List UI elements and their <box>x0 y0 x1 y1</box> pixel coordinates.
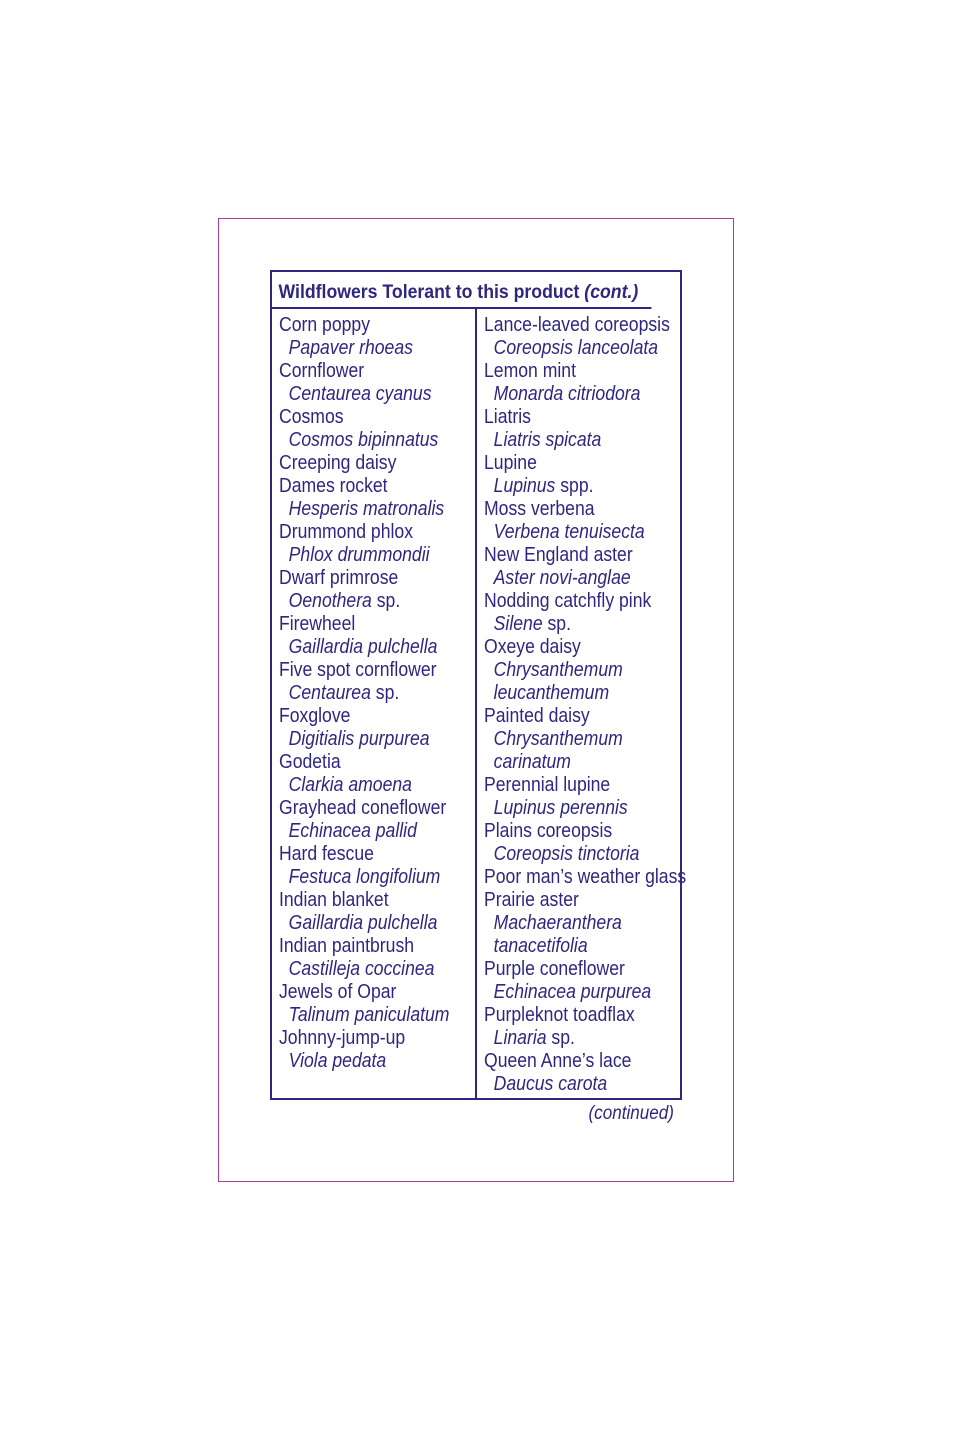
common-name <box>279 797 450 820</box>
common-name <box>484 820 656 843</box>
entry-text: Godetia <box>279 751 341 773</box>
scientific-name <box>279 1050 450 1073</box>
entry-text: tanacetifolia <box>493 935 588 957</box>
common-name <box>484 866 687 889</box>
entry-text: Dwarf primrose <box>279 567 399 589</box>
entry-text: Digitialis purpurea <box>288 728 430 750</box>
entry-text: Purpleknot toadflax <box>484 1004 635 1026</box>
entry-text: carinatum <box>493 751 571 773</box>
entry-text: Grayhead coneflower <box>279 797 447 819</box>
entry-text: Poor man’s weather glass <box>484 866 687 888</box>
table-body <box>272 309 687 1098</box>
entry-text: Cornflower <box>279 360 365 382</box>
scientific-name <box>279 912 450 935</box>
scientific-name <box>279 820 450 843</box>
entry-text: Hard fescue <box>279 843 374 865</box>
entry-text: Corn poppy <box>279 314 370 336</box>
entry-text: Painted daisy <box>484 705 590 727</box>
common-name <box>484 498 656 521</box>
common-name <box>279 360 450 383</box>
common-name <box>279 705 450 728</box>
common-name <box>279 751 450 774</box>
entry-text: Moss verbena <box>484 498 595 520</box>
common-name <box>279 1027 450 1050</box>
scientific-name <box>484 797 656 820</box>
entry-text: New England aster <box>484 544 633 566</box>
rank-suffix: spp. <box>555 475 594 497</box>
scientific-name <box>484 613 656 636</box>
entry-text: Perennial lupine <box>484 774 611 796</box>
entry-text: Talinum paniculatum <box>288 1004 450 1026</box>
common-name <box>279 475 450 498</box>
common-name <box>484 636 656 659</box>
entry-text: Indian blanket <box>279 889 389 911</box>
entry-text: Chrysanthemum <box>493 728 623 750</box>
entry-text: Five spot cornflower <box>279 659 437 681</box>
entry-text: Gaillardia pulchella <box>288 912 438 934</box>
common-name <box>484 360 656 383</box>
scientific-name <box>484 337 659 360</box>
common-name <box>279 843 450 866</box>
rank-suffix: sp. <box>370 682 400 704</box>
common-name <box>279 452 450 475</box>
column-divider <box>475 309 477 1098</box>
entry-text: Hesperis matronalis <box>288 498 445 520</box>
entry-text: Nodding catchfly pink <box>484 590 652 612</box>
common-name <box>484 889 656 912</box>
entry-text: Indian paintbrush <box>279 935 415 957</box>
entry-text: Chrysanthemum <box>493 659 623 681</box>
entry-text: Firewheel <box>279 613 356 635</box>
table-title: Wildflowers Tolerant to this product <box>278 282 585 303</box>
common-name <box>484 452 656 475</box>
entry-text: Lupinus <box>493 475 556 497</box>
entry-text: Centaurea <box>288 682 371 704</box>
scientific-name <box>279 866 450 889</box>
entry-text: Papaver rhoeas <box>288 337 413 359</box>
scientific-name <box>484 1073 656 1096</box>
continued-note: (continued) <box>588 1103 674 1124</box>
entry-text: Centaurea cyanus <box>288 383 432 405</box>
entry-text: Lemon mint <box>484 360 576 382</box>
common-name <box>279 981 450 1004</box>
common-name <box>279 613 450 636</box>
entry-text: Lupinus perennis <box>493 797 628 819</box>
entry-text: Echinacea pallid <box>288 820 417 842</box>
entry-text: Linaria <box>493 1027 547 1049</box>
entry-text: Jewels of Opar <box>279 981 397 1003</box>
scientific-name <box>484 383 656 406</box>
scientific-name <box>484 682 656 705</box>
scientific-name <box>279 544 450 567</box>
entry-text: Cosmos bipinnatus <box>288 429 439 451</box>
table-header <box>272 272 651 309</box>
scientific-name <box>484 475 656 498</box>
entry-text: Dames rocket <box>279 475 388 497</box>
scientific-name <box>279 636 450 659</box>
entry-text: Creeping daisy <box>279 452 397 474</box>
entry-text: Phlox drummondii <box>288 544 430 566</box>
right-column <box>484 314 687 1096</box>
common-name <box>484 1050 656 1073</box>
entry-text: Verbena tenuisecta <box>493 521 645 543</box>
entry-text: Prairie aster <box>484 889 579 911</box>
scientific-name <box>484 912 656 935</box>
common-name <box>484 705 656 728</box>
entry-text: Aster novi-anglae <box>493 567 631 589</box>
common-name <box>484 1004 656 1027</box>
common-name <box>484 958 656 981</box>
scientific-name <box>279 1004 450 1027</box>
entry-text: Festuca longifolium <box>288 866 441 888</box>
common-name <box>484 590 656 613</box>
rank-suffix: sp. <box>546 1027 575 1049</box>
common-name <box>279 406 450 429</box>
common-name <box>279 521 450 544</box>
table-title-cont: (cont.) <box>584 282 639 303</box>
entry-text: Clarkia amoena <box>288 774 412 796</box>
common-name <box>484 314 670 337</box>
entry-text: Plains coreopsis <box>484 820 613 842</box>
entry-text: Liatris spicata <box>493 429 602 451</box>
entry-text: Johnny-jump-up <box>279 1027 406 1049</box>
common-name <box>279 314 450 337</box>
scientific-name <box>279 337 450 360</box>
entry-text: Queen Anne’s lace <box>484 1050 632 1072</box>
entry-text: Lupine <box>484 452 537 474</box>
entry-text: Foxglove <box>279 705 351 727</box>
scientific-name <box>484 935 656 958</box>
scientific-name <box>484 981 656 1004</box>
entry-text: Castilleja coccinea <box>288 958 435 980</box>
scientific-name <box>484 751 656 774</box>
wildflower-table <box>270 270 687 1100</box>
entry-text: Purple coneflower <box>484 958 625 980</box>
entry-text: leucanthemum <box>493 682 610 704</box>
entry-text: Drummond phlox <box>279 521 414 543</box>
rank-suffix: sp. <box>371 590 401 612</box>
scientific-name <box>484 521 656 544</box>
entry-text: Viola pedata <box>288 1050 387 1072</box>
entry-text: Silene <box>493 613 543 635</box>
scientific-name <box>279 383 450 406</box>
entry-text: Oenothera <box>288 590 372 612</box>
entry-text: Gaillardia pulchella <box>288 636 438 658</box>
entry-text: Coreopsis lanceolata <box>493 337 659 359</box>
entry-text: Daucus carota <box>493 1073 608 1095</box>
common-name <box>484 544 656 567</box>
scientific-name <box>279 774 450 797</box>
entry-text: Liatris <box>484 406 531 428</box>
scientific-name <box>279 590 450 613</box>
common-name <box>279 889 450 912</box>
entry-text: Echinacea purpurea <box>493 981 652 1003</box>
common-name <box>279 935 450 958</box>
common-name <box>484 406 656 429</box>
common-name <box>279 567 450 590</box>
rank-suffix: sp. <box>542 613 571 635</box>
scientific-name <box>279 958 450 981</box>
entry-text: Lance-leaved coreopsis <box>484 314 670 336</box>
entry-text: Oxeye daisy <box>484 636 581 658</box>
entry-text: Machaeranthera <box>493 912 622 934</box>
scientific-name <box>484 1027 656 1050</box>
scientific-name <box>484 429 656 452</box>
scientific-name <box>484 659 656 682</box>
entry-text: Coreopsis tinctoria <box>493 843 640 865</box>
left-column <box>279 314 473 1073</box>
common-name <box>484 774 656 797</box>
scientific-name <box>484 728 656 751</box>
entry-text: Cosmos <box>279 406 344 428</box>
scientific-name <box>484 843 656 866</box>
scientific-name <box>279 498 450 521</box>
entry-text: Monarda citriodora <box>493 383 641 405</box>
scientific-name <box>279 682 450 705</box>
scientific-name <box>484 567 656 590</box>
scientific-name <box>279 728 450 751</box>
scientific-name <box>279 429 450 452</box>
common-name <box>279 659 450 682</box>
